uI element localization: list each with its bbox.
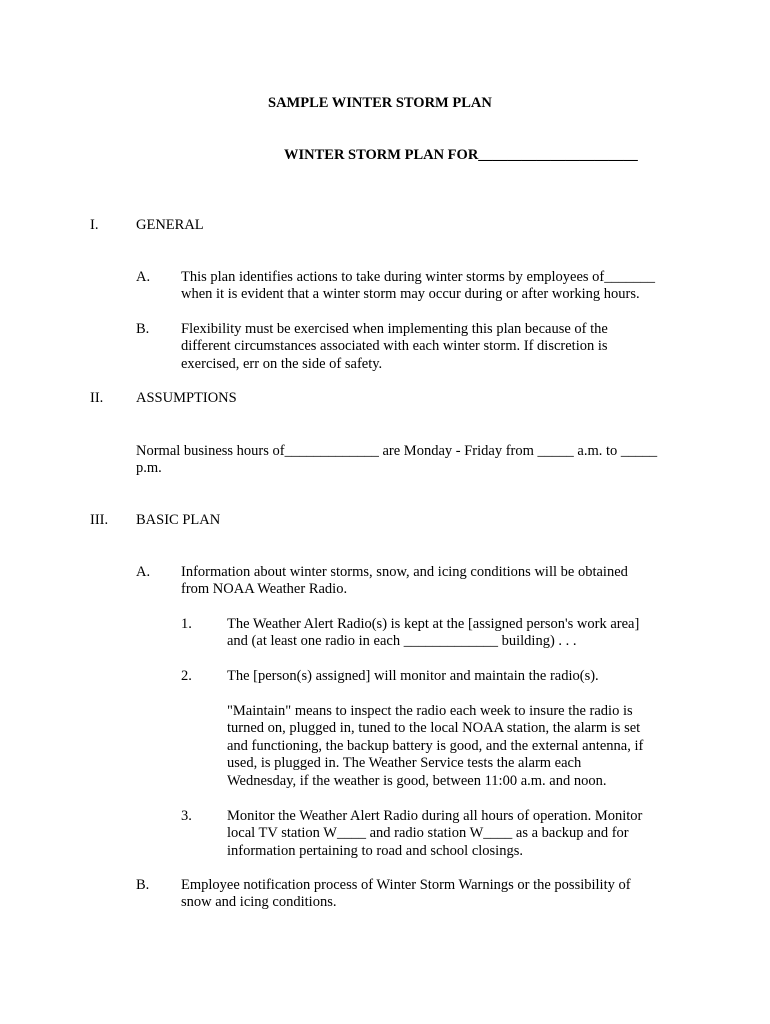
- paragraph-line: The Weather Alert Radio(s) is kept at the [assigned person's work area]: [227, 616, 640, 632]
- paragraph-line: Normal business hours of_____________ are Monday - Friday from _____ a.m. to _____: [136, 443, 658, 459]
- paragraph-line: different circumstances associated with each winter storm. If discretion is: [181, 338, 608, 354]
- paragraph-line: when it is evident that a winter storm may occur during or after working hours.: [181, 286, 640, 302]
- list-number: 1.: [181, 616, 192, 632]
- paragraph-line: "Maintain" means to inspect the radio each week to insure the radio is: [227, 703, 633, 719]
- paragraph-line: turned on, plugged in, tuned to the local NOAA station, the alarm is set: [227, 720, 641, 736]
- paragraph-line: This plan identifies actions to take during winter storms by employees of_______: [181, 269, 655, 285]
- paragraph-line: exercised, err on the side of safety.: [181, 356, 383, 372]
- section-heading-basic-plan: BASIC PLAN: [136, 512, 221, 528]
- paragraph-line: used, is plugged in. The Weather Service tests the alarm each: [227, 755, 582, 771]
- section-heading-general: GENERAL: [136, 217, 204, 233]
- paragraph-line: Flexibility must be exercised when implementing this plan because of the: [181, 321, 608, 337]
- paragraph-line: and (at least one radio in each _____________ building) . . .: [227, 633, 577, 649]
- paragraph-line: from NOAA Weather Radio.: [181, 581, 348, 597]
- document-subtitle: WINTER STORM PLAN FOR______________________: [284, 147, 638, 163]
- paragraph-line: Employee notification process of Winter Storm Warnings or the possibility of: [181, 877, 631, 893]
- document-title: SAMPLE WINTER STORM PLAN: [268, 95, 492, 111]
- paragraph-line: p.m.: [136, 460, 162, 476]
- paragraph-line: Information about winter storms, snow, and icing conditions will be obtained: [181, 564, 628, 580]
- paragraph-line: snow and icing conditions.: [181, 894, 337, 910]
- paragraph-line: and functioning, the backup battery is good, and the external antenna, if: [227, 738, 644, 754]
- item-label: B.: [136, 321, 150, 337]
- list-number: 2.: [181, 668, 192, 684]
- paragraph-line: information pertaining to road and school closings.: [227, 843, 523, 859]
- paragraph-line: local TV station W____ and radio station W____ as a backup and for: [227, 825, 629, 841]
- list-number: 3.: [181, 808, 192, 824]
- paragraph-line: Monitor the Weather Alert Radio during all hours of operation. Monitor: [227, 808, 643, 824]
- item-label: B.: [136, 877, 150, 893]
- item-label: A.: [136, 564, 151, 580]
- section-number: III.: [90, 512, 109, 528]
- section-heading-assumptions: ASSUMPTIONS: [136, 390, 237, 406]
- section-number: I.: [90, 217, 99, 233]
- paragraph-line: Wednesday, if the weather is good, between 11:00 a.m. and noon.: [227, 773, 607, 789]
- paragraph-line: The [person(s) assigned] will monitor and maintain the radio(s).: [227, 668, 599, 684]
- section-number: II.: [90, 390, 104, 406]
- item-label: A.: [136, 269, 151, 285]
